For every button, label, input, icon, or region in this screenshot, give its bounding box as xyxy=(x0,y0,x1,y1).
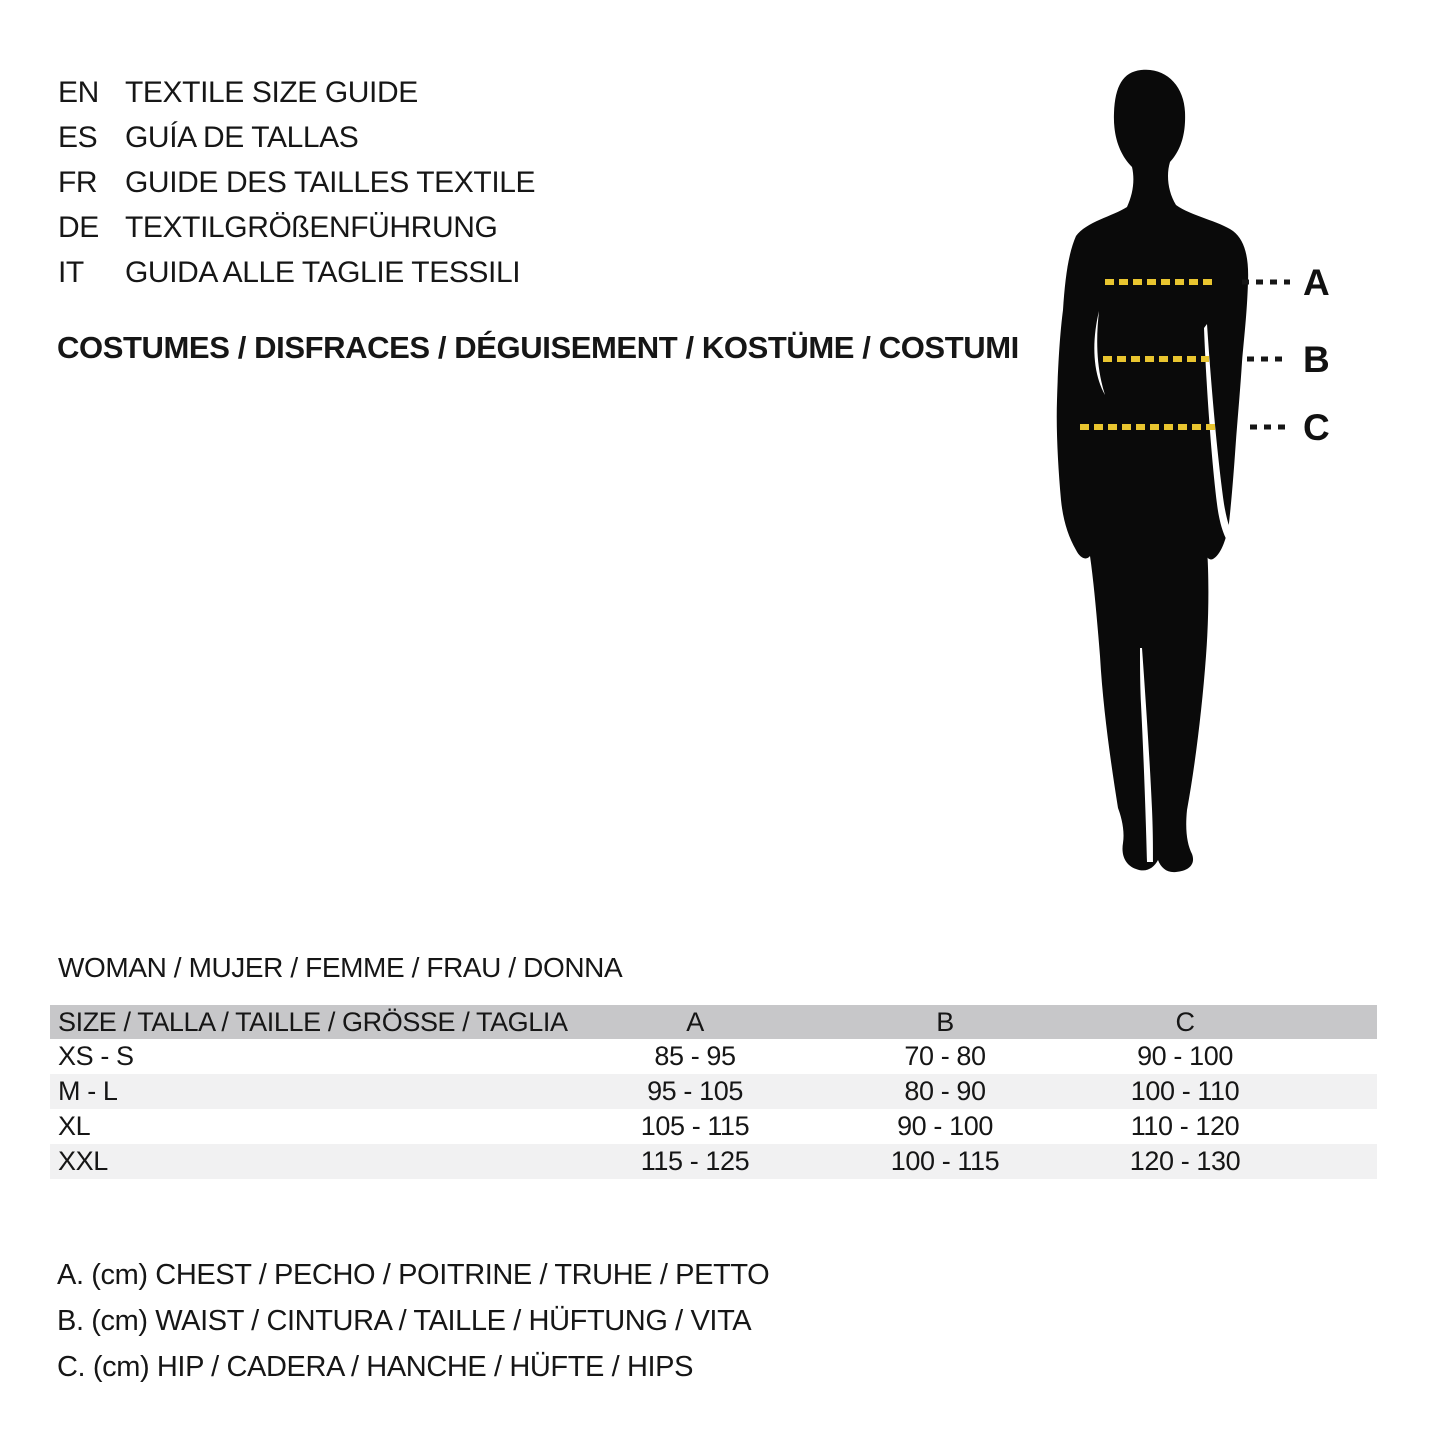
chest-cell: 95 - 105 xyxy=(647,1076,743,1106)
language-label: GUÍA DE TALLAS xyxy=(125,120,359,154)
hip-cell: 120 - 130 xyxy=(1129,1146,1241,1176)
language-code: IT xyxy=(58,255,84,289)
language-label: GUIDE DES TAILLES TEXTILE xyxy=(125,165,536,199)
size-cell: XL xyxy=(58,1111,91,1141)
category-title: COSTUMES / DISFRACES / DÉGUISEMENT / KOSTÜME / COSTUMI xyxy=(57,330,1019,365)
measure-label-c: C xyxy=(1303,407,1330,448)
section-title-woman: WOMAN / MUJER / FEMME / FRAU / DONNA xyxy=(58,952,623,983)
language-label: TEXTILGRÖßENFÜHRUNG xyxy=(125,210,498,244)
language-row-de xyxy=(58,205,535,250)
language-row-it xyxy=(58,250,535,295)
size-table-header-row xyxy=(50,1005,1377,1039)
size-cell: M - L xyxy=(58,1076,118,1106)
size-cell: XS - S xyxy=(58,1041,134,1071)
hip-cell: 110 - 120 xyxy=(1130,1111,1240,1141)
language-label: GUIDA ALLE TAGLIE TESSILI xyxy=(125,255,521,289)
table-row-xl xyxy=(50,1109,1377,1144)
language-list xyxy=(58,70,535,295)
waist-cell: 100 - 115 xyxy=(890,1146,1000,1176)
waist-cell: 90 - 100 xyxy=(897,1111,993,1141)
language-row-es xyxy=(58,115,535,160)
language-label: TEXTILE SIZE GUIDE xyxy=(125,75,418,109)
language-code: ES xyxy=(58,120,98,154)
column-header-c: C xyxy=(1175,1006,1195,1037)
footnote-hip: C. (cm) HIP / CADERA / HANCHE / HÜFTE / HIPS xyxy=(57,1351,694,1383)
measure-footnotes xyxy=(57,1252,769,1390)
chest-cell: 115 - 125 xyxy=(640,1146,750,1176)
waist-cell: 70 - 80 xyxy=(904,1041,986,1071)
hip-cell: 100 - 110 xyxy=(1130,1076,1240,1106)
language-code: EN xyxy=(58,75,99,109)
column-header-a: A xyxy=(686,1006,704,1037)
size-table-header xyxy=(50,1005,1377,1039)
waist-cell: 80 - 90 xyxy=(904,1076,986,1106)
language-row-en xyxy=(58,70,535,115)
language-code: DE xyxy=(58,210,99,244)
size-table xyxy=(50,1005,1377,1179)
chest-cell: 85 - 95 xyxy=(654,1041,736,1071)
language-row-fr xyxy=(58,160,535,205)
measure-label-a: A xyxy=(1303,262,1330,303)
footnote-chest: A. (cm) CHEST / PECHO / POITRINE / TRUHE / PETTO xyxy=(57,1259,770,1291)
language-code: FR xyxy=(58,165,98,199)
footnote-waist: B. (cm) WAIST / CINTURA / TAILLE / HÜFTUNG / VITA xyxy=(57,1305,752,1337)
table-row-m-l xyxy=(50,1074,1377,1109)
table-row-xxl xyxy=(50,1144,1377,1179)
chest-cell: 105 - 115 xyxy=(640,1111,750,1141)
woman-silhouette-figure xyxy=(1020,63,1440,885)
column-header-size: SIZE / TALLA / TAILLE / GRÖSSE / TAGLIA xyxy=(58,1006,568,1037)
measure-label-b: B xyxy=(1303,339,1330,380)
table-row-xs-s xyxy=(50,1039,1377,1074)
hip-cell: 90 - 100 xyxy=(1137,1041,1233,1071)
size-cell: XXL xyxy=(58,1146,108,1176)
column-header-b: B xyxy=(936,1006,954,1037)
